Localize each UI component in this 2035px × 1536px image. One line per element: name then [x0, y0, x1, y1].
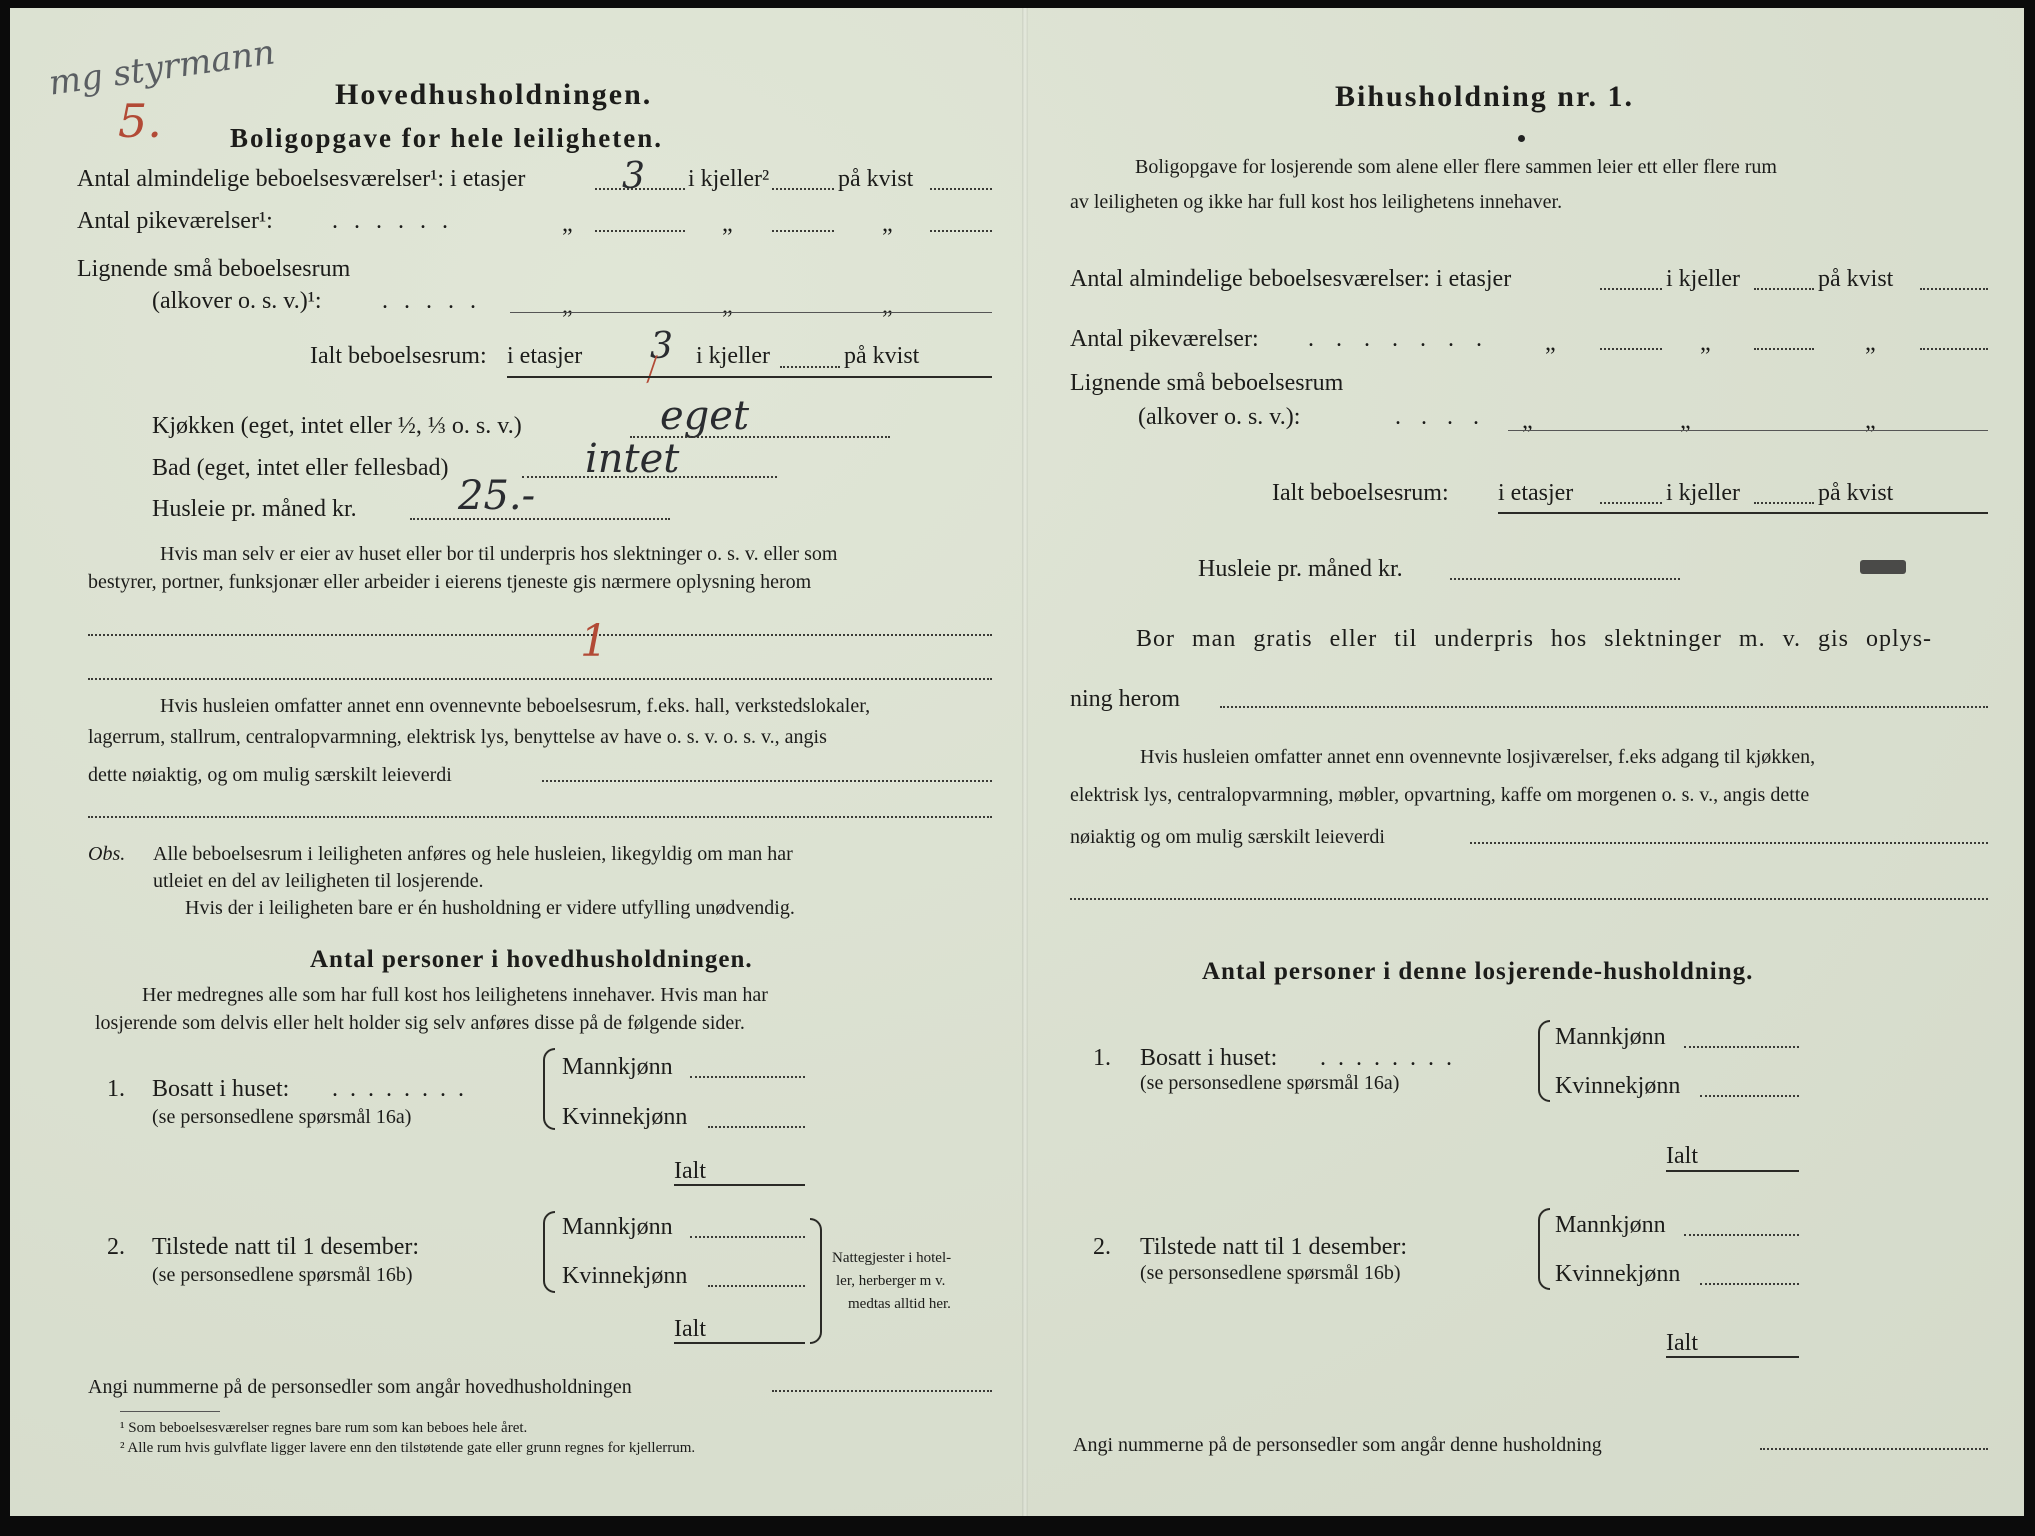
ditto-mark: „: [562, 293, 573, 319]
left-omf-3: dette nøiaktig, og om mulig særskilt leieverdi: [88, 764, 452, 786]
left-row1-kjeller: i kjeller²: [688, 166, 770, 192]
left-row3-label-a: Lignende små beboelsesrum: [77, 256, 351, 282]
q1-number: 1.: [1093, 1045, 1111, 1071]
right-row1-kvist: på kvist: [1818, 266, 1894, 292]
ditto-mark: „: [1865, 330, 1876, 356]
left-q2-mann: Mannkjønn: [562, 1214, 673, 1240]
ditto-mark: „: [1680, 408, 1691, 434]
right-row2-label: Antal pikeværelser:: [1070, 326, 1259, 352]
right-ialt-label: Ialt beboelsesrum:: [1272, 480, 1449, 506]
left-ialt-etasjer-value: 3: [650, 326, 673, 367]
red-mark: 1: [580, 616, 608, 667]
ditto-mark: „: [1700, 330, 1711, 356]
ditto-mark: „: [562, 211, 573, 237]
left-bad-value: intet: [585, 436, 680, 482]
q1-number: 1.: [107, 1076, 125, 1102]
left-ialt-kvist: på kvist: [844, 343, 920, 369]
left-omf-1: Hvis husleien omfatter annet enn ovennevnte beboelsesrum, f.eks. hall, verkstedslokaler,: [160, 695, 871, 717]
natt-note-3: medtas alltid her.: [848, 1296, 951, 1312]
corner-number: 5.: [118, 94, 162, 148]
left-angi: Angi nummerne på de personsedler som angår hovedhusholdningen: [88, 1376, 632, 1398]
right-q1-kvinne: Kvinnekjønn: [1555, 1073, 1681, 1099]
right-q2-kvinne: Kvinnekjønn: [1555, 1261, 1681, 1287]
left-q2-sub: (se personsedlene spørsmål 16b): [152, 1264, 413, 1286]
ditto-mark: „: [1545, 330, 1556, 356]
ditto-mark: „: [722, 293, 733, 319]
right-ialt-kvist: på kvist: [1818, 480, 1894, 506]
left-etasjer-value: 3: [622, 156, 645, 197]
left-row1-kvist: på kvist: [838, 166, 914, 192]
q2-number: 2.: [107, 1234, 125, 1260]
left-q2-ialt: Ialt: [674, 1316, 706, 1342]
bullet-dot: [1518, 135, 1525, 142]
right-q2-label: Tilstede natt til 1 desember:: [1140, 1234, 1408, 1260]
natt-note-1: Nattegjester i hotel-: [832, 1250, 952, 1266]
right-row1-label: Antal almindelige beboelsesværelser: i etasjer: [1070, 266, 1512, 292]
corner-note: mg styrmann: [46, 32, 278, 104]
right-q2-ialt: Ialt: [1666, 1330, 1698, 1356]
natt-note-2: ler, herberger m v.: [836, 1273, 946, 1289]
right-q2-mann: Mannkjønn: [1555, 1212, 1666, 1238]
ditto-mark: „: [882, 293, 893, 319]
ditto-mark: „: [722, 211, 733, 237]
left-q1-mann: Mannkjønn: [562, 1054, 673, 1080]
census-form-sheet: mg styrmann 5. Hovedhusholdningen. Boligopgave for hele leiligheten. Antal almindelige beboelsesværelser¹: i etasjer 3 i kjeller² på kvist Antal pikeværelser¹: ...... „ „ „ Lignende små beboelsesrum (alkover o. s. v.)¹: ..... „ „ „ Ialt beboelsesrum: i etasjer 3 ⁄ i kjeller på kvist Kjøkken (eget, intet eller ½, ⅓ o. s. v.) eget Bad (eget, intet eller fellesbad) intet Husleie pr. måned kr. 25.- Hvis man selv er eier av huset eller bor til underpris hos slektninger o. s. v. eller som bestyrer, portner, funksjonær eller arbeider i eierens tjeneste gis nærmere oplysning herom 1 Hvis husleien omfatter annet enn ovennevnte beboelsesrum, f.eks. hall, verkstedslokaler, lagerrum, stallrum, centralopvarmning, elektrisk lys, benyttelse av have o. s. v. o. s. v., angis dette nøiaktig, og om mulig særskilt leieverdi Obs. Alle beboelsesrum i leiligheten anføres og hele husleien, likegyldig om man har utleiet en del av leiligheten til losjerende. Hvis der i leiligheten bare er én husholdning er videre utfylling unødvendig. Antal personer i hovedhusholdningen. Her medregnes alle som har full kost hos leilighetens innehaver. Hvis man har losjerende som delvis eller helt holder sig selv anføres disse på de følgende sider. 1. Bosatt i huset: ........ (se personsedlene spørsmål 16a) Mannkjønn Kvinnekjønn Ialt 2. Tilstede natt til 1 desember: (se personsedlene spørsmål 16b) Mannkjønn Kvinnekjønn Ialt Nattegjester i hotel- ler, herberger m v. medtas alltid her. Angi nummerne på de personsedler som angår hovedhusholdningen ¹ Som beboelsesværelser regnes bare rum som kan beboes hele året. ² Alle rum hvis gulvflate ligger lavere enn den tilstøtende gate eller grunn regnes for kjellerrum. Bihusholdning nr. 1. Boligopgave for losjerende som alene eller flere sammen leier ett eller flere rum av leiligheten og ikke har full kost hos leilighetens innehaver. Antal almindelige beboelsesværelser: i etasjer i kjeller på kvist Antal pikeværelser: ....... „ „ „ Lignende små beboelsesrum (alkover o. s. v.): .... „ „ „ Ialt beboelsesrum: i etasjer i kjeller på kvist Husleie pr. måned kr. Bor man gratis eller til underpris hos slektninger m. v. gis oplys- ning herom Hvis husleien omfatter annet enn ovennevnte losjiværelser, f.eks adgang til kjøkken, elektrisk lys, centralopvarmning, møbler, opvartning, kaffe om morgenen o. s. v., angis dette nøiaktig og om mulig særskilt leieverdi Antal personer i denne losjerende-husholdning. 1. Bosatt i huset: ........ (se personsedlene spørsmål 16a) Mannkjønn Kvinnekjønn Ialt 2. Tilstede natt til 1 desember: (se personsedlene spørsmål 16b) Mannkjønn Kvinnekjønn Ialt Angi nummerne på de personsedler som angår denne husholdning: [10, 8, 2024, 1516]
left-subtitle: Boligopgave for hele leiligheten.: [230, 123, 663, 153]
right-row3-label-b: (alkover o. s. v.):: [1138, 404, 1301, 430]
red-check: ⁄: [644, 353, 661, 388]
left-q1-label: Bosatt i huset:: [152, 1076, 290, 1102]
left-ialt-kjeller: i kjeller: [696, 343, 770, 369]
left-eier-1: Hvis man selv er eier av huset eller bor til underpris hos slektninger o. s. v. eller som: [160, 543, 838, 565]
obs-2: utleiet en del av leiligheten til losjerende.: [153, 870, 484, 892]
right-angi: Angi nummerne på de personsedler som angår denne husholdning: [1073, 1434, 1602, 1456]
obs-label: Obs.: [88, 843, 126, 865]
left-antal-2: losjerende som delvis eller helt holder sig selv anføres disse på de følgende sider.: [95, 1012, 745, 1034]
left-eier-2: bestyrer, portner, funksjonær eller arbeider i eierens tjeneste gis nærmere oplysning herom: [88, 571, 812, 593]
left-row1-label: Antal almindelige beboelsesværelser¹: i etasjer: [77, 166, 526, 192]
left-title: Hovedhusholdningen.: [335, 78, 653, 111]
right-husleie-label: Husleie pr. måned kr.: [1198, 556, 1403, 582]
footnote-2: ² Alle rum hvis gulvflate ligger lavere enn den tilstøtende gate eller grunn regnes for kjellerrum.: [120, 1440, 696, 1456]
left-q1-kvinne: Kvinnekjønn: [562, 1104, 688, 1130]
right-ialt-kjeller: i kjeller: [1666, 480, 1740, 506]
right-q1-sub: (se personsedlene spørsmål 16a): [1140, 1072, 1400, 1094]
left-antal-title: Antal personer i hovedhusholdningen.: [310, 946, 753, 973]
right-row3-label-a: Lignende små beboelsesrum: [1070, 370, 1344, 396]
left-row2-label: Antal pikeværelser¹:: [77, 208, 273, 234]
right-ialt-etasjer: i etasjer: [1498, 480, 1574, 506]
q2-number: 2.: [1093, 1234, 1111, 1260]
left-ialt-label: Ialt beboelsesrum:: [310, 343, 487, 369]
left-q1-sub: (se personsedlene spørsmål 16a): [152, 1106, 412, 1128]
footnote-1: ¹ Som beboelsesværelser regnes bare rum som kan beboes hele året.: [120, 1420, 528, 1436]
left-bad-label: Bad (eget, intet eller fellesbad): [152, 455, 449, 481]
left-omf-2: lagerrum, stallrum, centralopvarmning, elektrisk lys, benyttelse av have o. s. v. o. s. v., angis: [88, 726, 827, 748]
right-q1-mann: Mannkjønn: [1555, 1024, 1666, 1050]
ditto-mark: „: [1522, 408, 1533, 434]
right-omf-3: nøiaktig og om mulig særskilt leieverdi: [1070, 826, 1385, 848]
left-kjokken-label: Kjøkken (eget, intet eller ½, ⅓ o. s. v.): [152, 413, 522, 439]
left-ialt-etasjer: i etasjer: [507, 343, 583, 369]
right-row1-kjeller: i kjeller: [1666, 266, 1740, 292]
right-title: Bihusholdning nr. 1.: [1335, 80, 1635, 113]
left-q2-kvinne: Kvinnekjønn: [562, 1263, 688, 1289]
left-q2-label: Tilstede natt til 1 desember:: [152, 1234, 420, 1260]
left-husleie-label: Husleie pr. måned kr.: [152, 496, 357, 522]
right-bor-2: ning herom: [1070, 686, 1180, 712]
right-antal-title: Antal personer i denne losjerende-husholdning.: [1202, 958, 1754, 985]
left-row3-label-b: (alkover o. s. v.)¹:: [152, 288, 322, 314]
left-q1-ialt: Ialt: [674, 1158, 706, 1184]
page-fold: [1022, 8, 1028, 1516]
right-omf-1: Hvis husleien omfatter annet enn ovennevnte losjiværelser, f.eks adgang til kjøkken,: [1140, 746, 1816, 768]
left-antal-1: Her medregnes alle som har full kost hos leilighetens innehaver. Hvis man har: [142, 984, 768, 1006]
right-intro-1: Boligopgave for losjerende som alene eller flere sammen leier ett eller flere rum: [1135, 156, 1777, 178]
ink-blot: [1860, 560, 1906, 574]
obs-3: Hvis der i leiligheten bare er én husholdning er videre utfylling unødvendig.: [185, 897, 795, 919]
left-husleie-value: 25.-: [458, 473, 536, 519]
right-q1-label: Bosatt i huset:: [1140, 1045, 1278, 1071]
right-bor-1: Bor man gratis eller til underpris hos slektninger m. v. gis oplys-: [1136, 626, 1933, 652]
obs-1: Alle beboelsesrum i leiligheten anføres og hele husleien, likegyldig om man har: [153, 843, 793, 865]
right-omf-2: elektrisk lys, centralopvarmning, møbler, opvartning, kaffe om morgenen o. s. v., angis dette: [1070, 784, 1810, 806]
right-q2-sub: (se personsedlene spørsmål 16b): [1140, 1262, 1401, 1284]
ditto-mark: „: [882, 211, 893, 237]
right-intro-2: av leiligheten og ikke har full kost hos leilighetens innehaver.: [1070, 191, 1563, 213]
right-q1-ialt: Ialt: [1666, 1143, 1698, 1169]
left-kjokken-value: eget: [660, 393, 750, 439]
ditto-mark: „: [1865, 408, 1876, 434]
